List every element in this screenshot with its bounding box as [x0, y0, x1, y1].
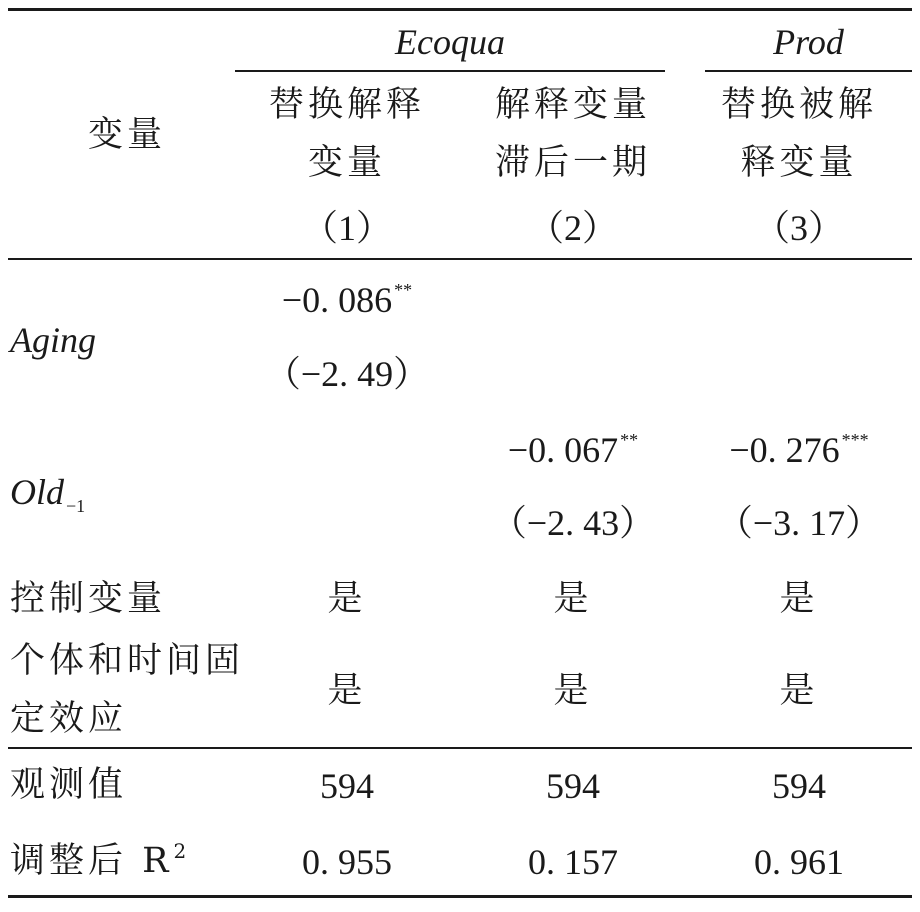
- old-col3-tstat: （−3. 17）: [716, 503, 882, 543]
- aging-col1-significance: **: [394, 280, 413, 300]
- aging-col1-coefficient: [233, 282, 461, 318]
- row-label-observations: 观测值: [10, 765, 128, 805]
- old-col3-coefficient: [685, 432, 913, 468]
- row-label-fixed-effects-line2: 定效应: [10, 699, 128, 739]
- adjusted-r2-col1: 0. 955: [302, 842, 392, 882]
- adjusted-r2-label-superscript: 2: [173, 839, 191, 863]
- old-col2-significance: **: [620, 430, 639, 450]
- ecoqua-group-rule: [235, 70, 665, 72]
- col1-number: （1）: [301, 208, 392, 248]
- adjusted-r2-label-text: 调整后 R: [10, 841, 173, 881]
- observations-col3: 594: [772, 766, 826, 806]
- row-label-old: [10, 472, 86, 516]
- row-label-controls: 控制变量: [10, 579, 167, 619]
- col2-header-line1: 解释变量: [494, 85, 651, 125]
- old-col2-coef-value: −0. 067: [507, 430, 619, 470]
- old-col3-coef-value: −0. 276: [729, 430, 840, 470]
- col3-header-line2: 释变量: [740, 143, 858, 183]
- col1-header-line1: 替换解释: [268, 85, 425, 125]
- group-header-prod: Prod: [773, 22, 844, 62]
- col1-header-line2: 变量: [307, 143, 386, 183]
- row-label-adjusted-r2: [10, 839, 191, 881]
- adjusted-r2-col3: 0. 961: [754, 842, 844, 882]
- controls-col3: 是: [779, 579, 819, 619]
- fixed-effects-col1: 是: [327, 671, 367, 711]
- col3-number: （3）: [753, 208, 844, 248]
- col3-header-line1: 替换被解: [720, 85, 877, 125]
- aging-col1-tstat: （−2. 49）: [264, 354, 430, 394]
- observations-col2: 594: [546, 766, 600, 806]
- body-bottom-rule: [8, 747, 912, 749]
- prod-group-rule: [705, 70, 912, 72]
- observations-col1: 594: [320, 766, 374, 806]
- old-col2-tstat: （−2. 43）: [490, 503, 656, 543]
- col2-header-line2: 滞后一期: [494, 143, 651, 183]
- group-header-ecoqua: Ecoqua: [395, 22, 505, 62]
- old-label-subscript: −1: [66, 496, 86, 516]
- adjusted-r2-col2: 0. 157: [528, 842, 618, 882]
- col2-number: （2）: [527, 208, 618, 248]
- old-col3-significance: ***: [841, 430, 869, 450]
- row-label-header: 变量: [88, 115, 167, 155]
- top-rule: [8, 8, 912, 11]
- old-label-text: Old: [10, 472, 64, 512]
- aging-col1-coef-value: −0. 086: [281, 280, 393, 320]
- controls-col1: 是: [327, 579, 367, 619]
- row-label-aging: Aging: [10, 320, 96, 360]
- header-bottom-rule: [8, 258, 912, 260]
- fixed-effects-col2: 是: [553, 671, 593, 711]
- bottom-rule: [8, 895, 912, 898]
- fixed-effects-col3: 是: [779, 671, 819, 711]
- controls-col2: 是: [553, 579, 593, 619]
- row-label-fixed-effects-line1: 个体和时间固: [10, 641, 245, 681]
- old-col2-coefficient: [459, 432, 687, 468]
